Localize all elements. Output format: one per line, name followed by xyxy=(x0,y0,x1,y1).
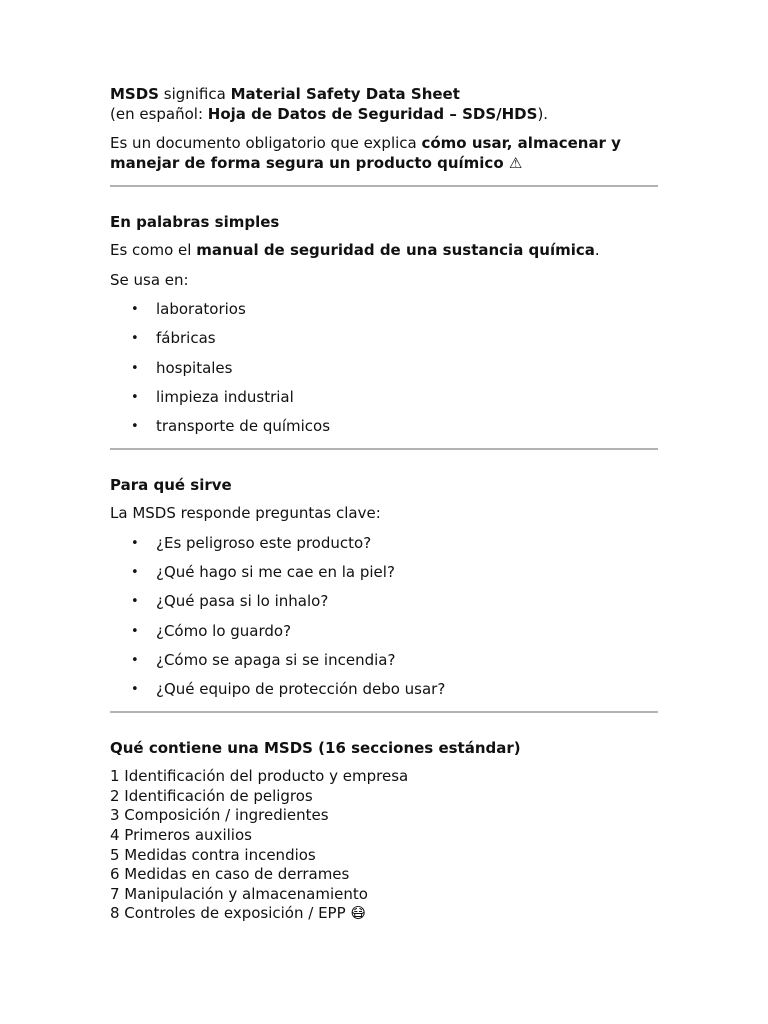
term-full-name: Material Safety Data Sheet xyxy=(230,85,460,103)
questions-list xyxy=(110,534,658,699)
list-item: • hospitales xyxy=(131,358,233,377)
list-item: • ¿Qué pasa si lo inhalo? xyxy=(131,592,329,611)
numbered-item: 4 Primeros auxilios xyxy=(110,825,252,844)
document-page xyxy=(110,85,658,924)
term-msds: MSDS xyxy=(110,85,159,103)
section1-paragraph-1: Es como el manual de seguridad de una sustancia química. xyxy=(110,241,600,259)
warning-icon: ⚠ xyxy=(508,153,523,172)
divider-3 xyxy=(110,711,658,713)
sections-list xyxy=(110,767,658,924)
numbered-item: 3 Composición / ingredientes xyxy=(110,806,329,825)
numbered-item: 6 Medidas en caso de derrames xyxy=(110,865,350,884)
numbered-item: 8 Controles de exposición / EPP 😷 xyxy=(110,904,367,923)
divider-2 xyxy=(110,448,658,450)
section-heading-simple: En palabras simples xyxy=(110,213,280,231)
section-heading-contents: Qué contiene una MSDS (16 secciones estándar) xyxy=(110,739,521,758)
list-item: • fábricas xyxy=(131,329,216,348)
intro-line-1: MSDS significa Material Safety Data Sheet xyxy=(110,85,460,103)
section-heading-purpose: Para qué sirve xyxy=(110,476,232,495)
term-spanish-name: Hoja de Datos de Seguridad – SDS/HDS xyxy=(207,104,538,123)
numbered-item: 1 Identificación del producto y empresa xyxy=(110,767,409,786)
intro-line-2: (en español: Hoja de Datos de Seguridad – SDS/HDS). xyxy=(110,104,549,123)
list-item: • ¿Cómo se apaga si se incendia? xyxy=(131,650,396,669)
usage-list xyxy=(110,300,658,436)
list-item: • ¿Qué hago si me cae en la piel? xyxy=(131,562,395,581)
section1-paragraph-2: Se usa en: xyxy=(110,270,189,289)
numbered-item: 5 Medidas contra incendios xyxy=(110,845,316,864)
section2-paragraph-1: La MSDS responde preguntas clave: xyxy=(110,504,381,523)
list-item: • ¿Qué equipo de protección debo usar? xyxy=(131,680,446,699)
intro-paragraph: Es un documento obligatorio que explica cómo usar, almacenar y manejar de forma segura un producto químico ⚠ xyxy=(110,134,621,172)
list-item: • laboratorios xyxy=(131,300,246,318)
list-item: • limpieza industrial xyxy=(131,387,294,406)
numbered-item: 2 Identificación de peligros xyxy=(110,786,313,805)
numbered-item: 7 Manipulación y almacenamiento xyxy=(110,884,368,903)
list-item: • ¿Cómo lo guardo? xyxy=(131,621,292,640)
divider-1 xyxy=(110,185,658,187)
list-item: • ¿Es peligroso este producto? xyxy=(131,533,372,552)
list-item: • transporte de químicos xyxy=(131,417,331,436)
